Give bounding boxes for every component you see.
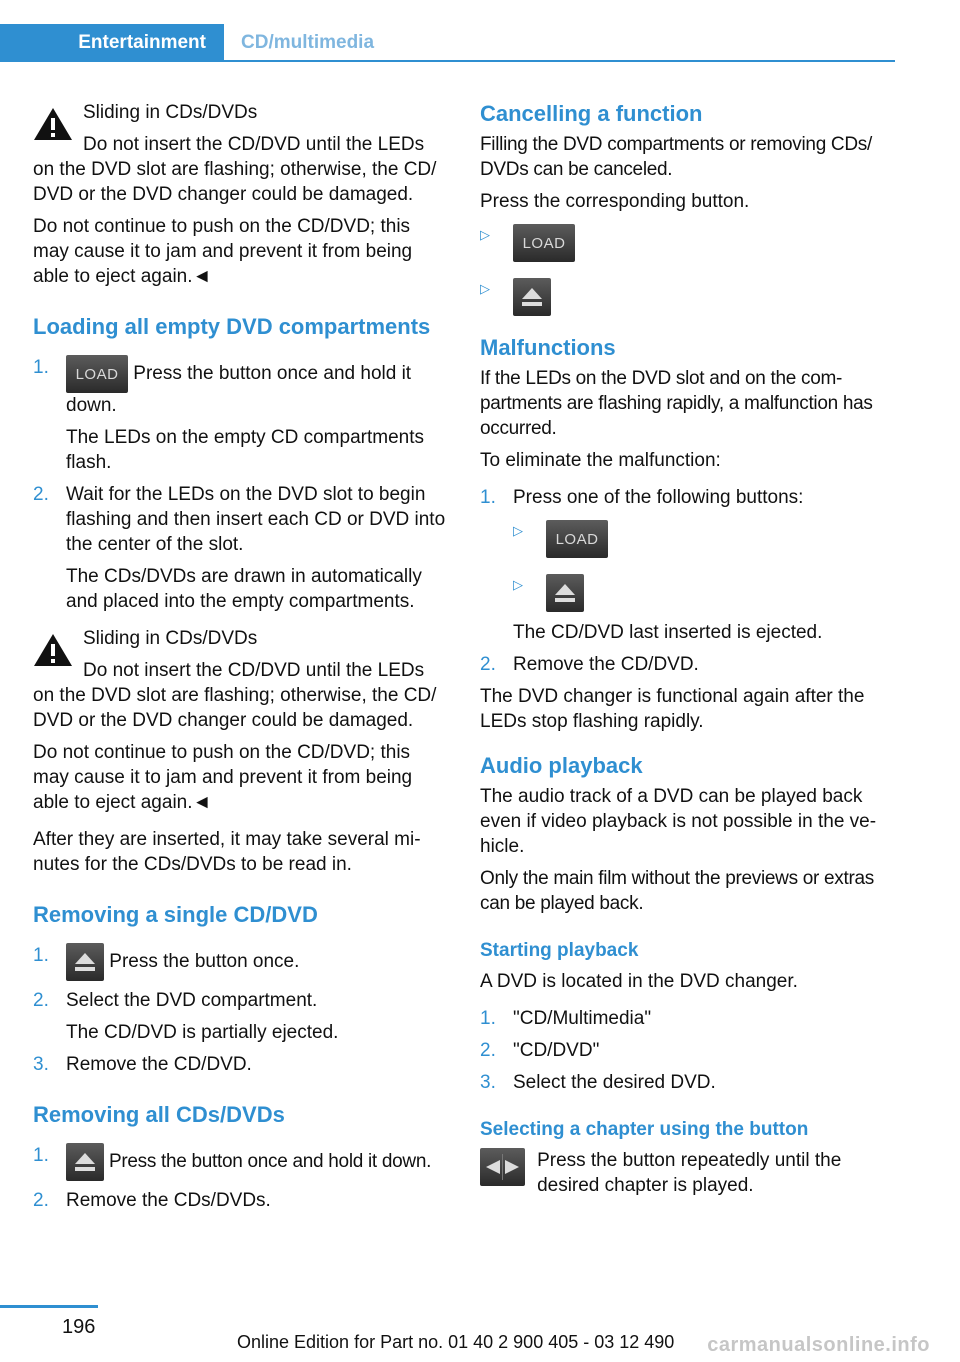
step-text: Wait for the LEDs on the DVD slot to begin flashing and then insert each CD or DVD into the center of the slot.	[66, 484, 446, 555]
warning-text-cont: on the DVD slot are flashing; otherwise, the CD/ DVD or the DVD changer could be damaged.	[33, 685, 437, 731]
step-text: Press one of the following buttons:	[513, 487, 804, 508]
left-column	[33, 100, 451, 1220]
malfunction-instruction: To eliminate the malfunction:	[480, 450, 721, 471]
triangle-bullet-icon: ▷	[480, 281, 490, 296]
step-text: Remove the CD/DVD.	[513, 654, 699, 675]
load-button-image: LOAD	[513, 224, 575, 262]
warning-paragraph: Do not continue to push on the CD/DVD; this may cause it to jam and prevent it from being able to eject again.◄	[33, 742, 413, 813]
step-text: Remove the CDs/DVDs.	[66, 1190, 271, 1211]
bullet-eject	[480, 278, 898, 316]
list-number: 2.	[480, 654, 496, 675]
list-item	[33, 355, 451, 475]
edition-text: Online Edition for Part no. 01 40 2 900 405 - 03 12 490	[237, 1332, 675, 1352]
heading-audio-playback: Audio playback	[480, 753, 643, 778]
eject-icon	[66, 943, 104, 981]
list-number: 1.	[480, 487, 496, 508]
list-item	[33, 1143, 451, 1181]
start-text: A DVD is located in the DVD changer.	[480, 971, 798, 992]
warning-text: Do not insert the CD/DVD until the LEDs	[83, 660, 425, 681]
footer-rule	[0, 1305, 98, 1308]
heading-remove-all: Removing all CDs/DVDs	[33, 1102, 285, 1127]
step-text: Select the desired DVD.	[513, 1072, 716, 1093]
step-text: Press the button once and hold it down.	[66, 363, 412, 416]
step-subtext: The LEDs on the empty CD compartments flash.	[66, 427, 424, 473]
warning-triangle-icon	[33, 632, 73, 668]
eject-icon	[546, 574, 584, 612]
list-number: 2.	[33, 1190, 49, 1211]
bullet-eject	[513, 574, 898, 612]
list-number: 2.	[33, 484, 49, 505]
chapter-text: Press the button repeatedly until the desired chapter is played.	[537, 1150, 842, 1196]
list-number: 1.	[33, 357, 49, 378]
warning-box-2	[33, 626, 451, 733]
right-column	[480, 100, 898, 1198]
audio-text-2: Only the main film without the previews or extras can be played back.	[480, 868, 874, 914]
eject-icon	[513, 278, 551, 316]
list-number: 3.	[480, 1072, 496, 1093]
step-subtext: The CD/DVD is partially ejected.	[66, 1022, 339, 1043]
list-item	[33, 482, 451, 614]
malfunction-result: The DVD changer is functional again after the LEDs stop flashing rapidly.	[480, 686, 865, 732]
list-number: 1.	[33, 1145, 49, 1166]
cancel-instruction: Press the corresponding button.	[480, 191, 750, 212]
list-item	[480, 1070, 898, 1095]
tab-cd-multimedia[interactable]: CD/multimedia	[241, 32, 375, 53]
triangle-bullet-icon: ▷	[480, 227, 490, 242]
step-text: Select the DVD compartment.	[66, 990, 318, 1011]
step-subtext: The CDs/DVDs are drawn in automatically and placed into the empty compartments.	[66, 566, 422, 612]
heading-remove-single: Removing a single CD/DVD	[33, 902, 318, 927]
heading-malfunctions: Malfunctions	[480, 335, 616, 360]
list-number: 1.	[480, 1008, 496, 1029]
step-text: Remove the CD/DVD.	[66, 1054, 252, 1075]
list-number: 2.	[33, 990, 49, 1011]
warning-text: Do not insert the CD/DVD until the LEDs	[83, 134, 425, 155]
list-number: 1.	[33, 945, 49, 966]
list-item	[480, 485, 898, 645]
page-number: 196	[62, 1316, 96, 1338]
step-subtext: The CD/DVD last inserted is ejected.	[513, 622, 823, 643]
step-text: Press the button once.	[104, 951, 300, 973]
warning-paragraph: Do not continue to push on the CD/DVD; this may cause it to jam and prevent it from being able to eject again.◄	[33, 216, 413, 287]
list-item	[480, 652, 898, 677]
warning-title: Sliding in CDs/DVDs	[83, 102, 258, 123]
heading-starting-playback: Starting playback	[480, 940, 639, 961]
header-rule	[0, 60, 895, 62]
triangle-bullet-icon: ▷	[513, 523, 523, 538]
list-item	[33, 1052, 451, 1077]
load-button-image: LOAD	[66, 355, 128, 393]
step-text: "CD/DVD"	[513, 1040, 600, 1061]
load-button-image: LOAD	[546, 520, 608, 558]
warning-text-cont: on the DVD slot are flashing; otherwise, the CD/ DVD or the DVD changer could be damaged.	[33, 159, 437, 205]
cancel-text: Filling the DVD compartments or removing CDs/ DVDs can be canceled.	[480, 134, 872, 180]
audio-text: The audio track of a DVD can be played back even if video playback is not possible in the ve‐ hicle.	[480, 786, 877, 857]
warning-box-1	[33, 100, 451, 207]
step-text: Press the button once and hold it down.	[104, 1151, 432, 1173]
triangle-bullet-icon: ▷	[513, 577, 523, 592]
chapter-row	[480, 1148, 898, 1198]
list-number: 2.	[480, 1040, 496, 1061]
bullet-load	[480, 224, 898, 262]
list-item	[480, 1006, 898, 1031]
warning-title: Sliding in CDs/DVDs	[83, 628, 258, 649]
warning-triangle-icon	[33, 106, 73, 142]
heading-loading: Loading all empty DVD compartments	[33, 314, 431, 339]
list-item	[33, 988, 451, 1045]
malfunction-text: If the LEDs on the DVD slot and on the com‐ partments are flashing rapidly, a malfunction has occurred.	[480, 368, 873, 439]
list-item	[33, 1188, 451, 1213]
watermark: carmanualsonline.info	[707, 1334, 930, 1356]
tab-entertainment[interactable]: Entertainment	[0, 24, 224, 62]
heading-cancel: Cancelling a function	[480, 101, 703, 126]
bullet-load	[513, 520, 898, 558]
list-item	[33, 943, 451, 981]
heading-selecting-chapter: Selecting a chapter using the button	[480, 1119, 809, 1140]
list-item	[480, 1038, 898, 1063]
eject-icon	[66, 1143, 104, 1181]
step-text: "CD/Multimedia"	[513, 1008, 652, 1029]
header-tabs	[0, 24, 895, 62]
list-number: 3.	[33, 1054, 49, 1075]
after-insert-text: After they are inserted, it may take several mi‐ nutes for the CDs/DVDs to be read in.	[33, 829, 421, 875]
skip-chapter-icon	[480, 1148, 525, 1186]
